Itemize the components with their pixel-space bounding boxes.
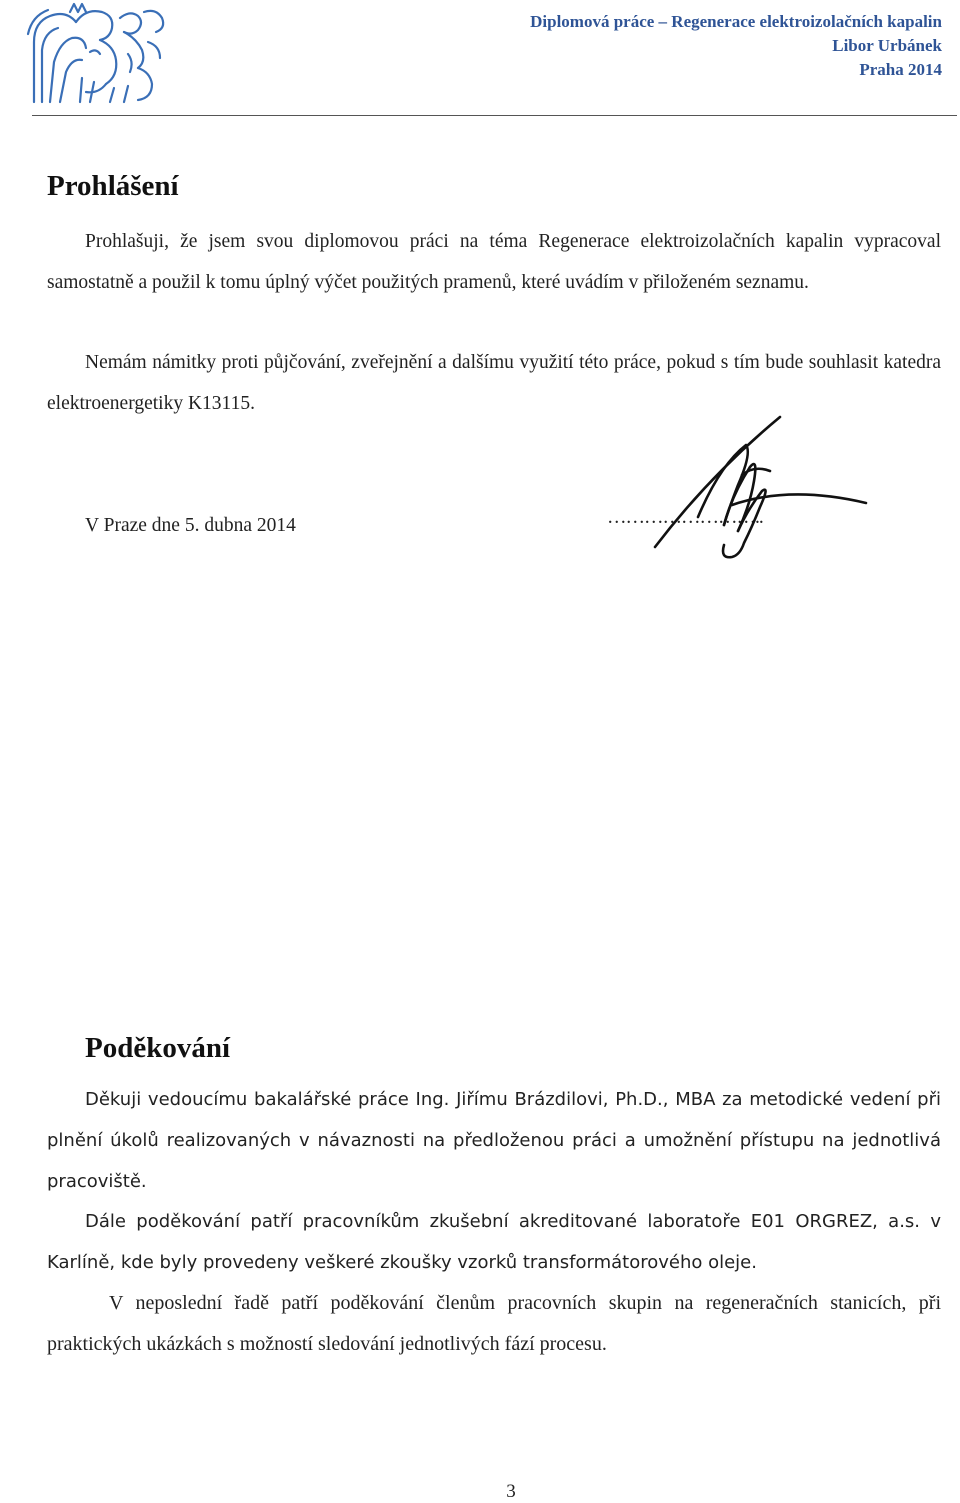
header-thesis-title: Diplomová práce – Regenerace elektroizolačních kapalin bbox=[530, 12, 942, 31]
ctu-lion-logo-icon bbox=[20, 2, 170, 110]
handwritten-signature bbox=[620, 405, 870, 565]
acknowledgement-title: Poděkování bbox=[85, 1032, 231, 1064]
header-author: Libor Urbánek bbox=[832, 36, 942, 55]
acknowledgement-paragraph-2: Dále poděkování patří pracovníkům zkušební akreditované laboratoře E01 ORGREZ, a.s. v Karlíně, kde byly provedeny veškeré zkoušky vzorků transformátorového oleje. bbox=[47, 1211, 941, 1273]
date-line: V Praze dne 5. dubna 2014 bbox=[85, 515, 296, 536]
acknowledgement-paragraph-3: V neposlední řadě patří poděkování členům pracovních skupin na regeneračních stanicích, při praktických ukázkách s možností sledování jednotlivých fází procesu. bbox=[47, 1292, 941, 1355]
declaration-paragraph-2: Nemám námitky proti půjčování, zveřejnění a dalšímu využití této práce, pokud s tím bude souhlasit katedra elektroenergetiky K13115. bbox=[47, 352, 941, 414]
header-divider bbox=[32, 115, 957, 116]
running-header bbox=[530, 10, 942, 82]
acknowledgement-paragraph-1: Děkuji vedoucímu bakalářské práce Ing. Jiřímu Brázdilovi, Ph.D., MBA za metodické vedení při plnění úkolů realizovaných v návaznosti na předloženou práci a umožnění přístupu na jednotlivá pracoviště. bbox=[47, 1089, 941, 1192]
page-number: 3 bbox=[506, 1481, 516, 1502]
declaration-title: Prohlášení bbox=[47, 170, 179, 202]
header-place-year: Praha 2014 bbox=[859, 60, 942, 79]
declaration-paragraph-1: Prohlašuji, že jsem svou diplomovou práci na téma Regenerace elektroizolačních kapalin vypracoval samostatně a použil k tomu úplný výčet použitých pramenů, které uvádím v přiloženém seznamu. bbox=[47, 231, 941, 293]
signature-line: …………………….. bbox=[607, 507, 763, 528]
